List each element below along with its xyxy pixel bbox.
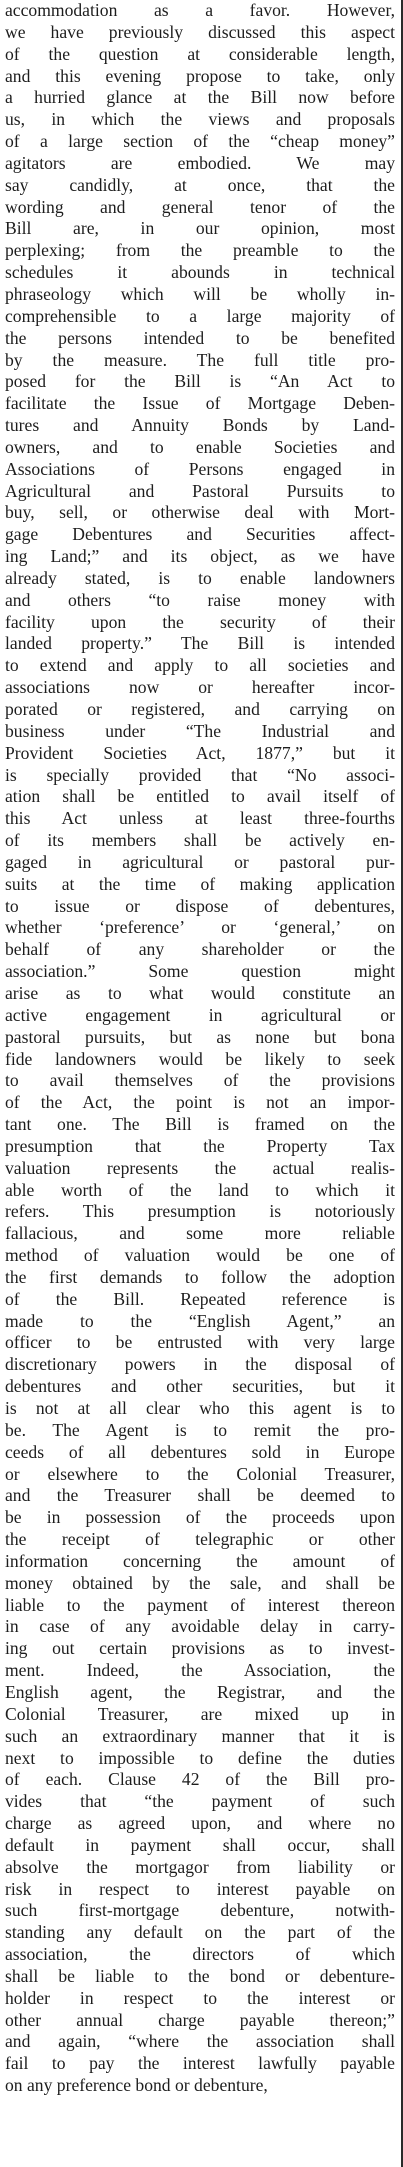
text-line: of its members shall be actively en- [5, 830, 395, 851]
text-line: this Act unless at least three-fourths [5, 808, 395, 829]
text-line: or elsewhere to the Colonial Treasurer, [5, 1463, 395, 1484]
text-line: ation shall be entitled to avail itself of [5, 786, 395, 807]
text-line: say candidly, at once, that the [5, 174, 395, 195]
text-line: is specially provided that “No associ- [5, 764, 395, 785]
text-line: valuation represents the actual realis- [5, 1157, 395, 1178]
text-line: and again, “where the association shall [5, 2031, 395, 2052]
text-line: buy, sell, or otherwise deal with Mort- [5, 502, 395, 523]
text-line: association, the directors of which [5, 1944, 395, 1965]
text-line: us, in which the views and proposals [5, 109, 395, 130]
text-line: Agricultural and Pastoral Pursuits to [5, 480, 395, 501]
text-line: English agent, the Registrar, and the [5, 1681, 395, 1702]
text-line: ing Land;” and its object, as we have [5, 546, 395, 567]
text-line: phraseology which will be wholly in- [5, 283, 395, 304]
text-line: holder in respect to the interest or [5, 1987, 395, 2008]
text-line: gaged in agricultural or pastoral pur- [5, 851, 395, 872]
text-line: we have previously discussed this aspect [5, 21, 395, 42]
text-line: a hurried glance at the Bill now before [5, 87, 395, 108]
text-line: default in payment shall occur, shall [5, 1834, 395, 1855]
text-line: schedules it abounds in technical [5, 262, 395, 283]
text-line: liable to the payment of interest thereon [5, 1594, 395, 1615]
text-line: ment. Indeed, the Association, the [5, 1660, 395, 1681]
text-line: pastoral pursuits, but as none but bona [5, 1026, 395, 1047]
text-line: the receipt of telegraphic or other [5, 1529, 395, 1550]
text-line: the first demands to follow the adoption [5, 1266, 395, 1287]
text-line: whether ‘preference’ or ‘general,’ on [5, 917, 395, 938]
text-line: owners, and to enable Societies and [5, 436, 395, 457]
text-line: in case of any avoidable delay in carry- [5, 1616, 395, 1637]
text-line: gage Debentures and Securities affect- [5, 524, 395, 545]
text-line: facility upon the security of their [5, 611, 395, 632]
text-line: of the Act, the point is not an impor- [5, 1092, 395, 1113]
text-line: associations now or hereafter incor- [5, 677, 395, 698]
text-line: of each. Clause 42 of the Bill pro- [5, 1769, 395, 1790]
text-line: porated or registered, and carrying on [5, 699, 395, 719]
text-line: agitators are embodied. We may [5, 152, 395, 173]
text-line: comprehensible to a large majority of [5, 305, 395, 326]
text-line: arise as to what would constitute an [5, 982, 395, 1003]
text-line: facilitate the Issue of Mortgage Deben- [5, 393, 395, 414]
text-line: tures and Annuity Bonds by Land- [5, 415, 395, 436]
text-line: by the measure. The full title pro- [5, 349, 395, 370]
text-line: discretionary powers in the disposal of [5, 1354, 395, 1375]
text-line: business under “The Industrial and [5, 720, 395, 741]
text-line: information concerning the amount of [5, 1550, 395, 1571]
text-line: able worth of the land to which it [5, 1179, 395, 1200]
text-line: Provident Societies Act, 1877,” but it [5, 742, 395, 763]
text-line: perplexing; from the preamble to the [5, 240, 395, 261]
text-line: fallacious, and some more reliable [5, 1223, 395, 1244]
text-line: wording and general tenor of the [5, 196, 395, 217]
text-line: be in possession of the proceeds upon [5, 1507, 395, 1528]
text-line: method of valuation would be one of [5, 1245, 395, 1266]
text-line: debentures and other securities, but it [5, 1376, 395, 1397]
text-line: such an extraordinary manner that it is [5, 1725, 395, 1746]
text-line: charge as agreed upon, and where no [5, 1813, 395, 1834]
text-line: is not at all clear who this agent is to [5, 1398, 395, 1418]
text-line: be. The Agent is to remit the pro- [5, 1419, 395, 1440]
text-line: to issue or dispose of debentures, [5, 895, 395, 916]
text-line: on any preference bond or debenture, [5, 2075, 268, 2096]
text-line: fail to pay the interest lawfully payable [5, 2053, 395, 2074]
text-line: and others “to raise money with [5, 589, 395, 610]
text-line: landed property.” The Bill is intended [5, 633, 395, 654]
text-line: money obtained by the sale, and shall be [5, 1572, 395, 1593]
text-line: absolve the mortgagor from liability or [5, 1856, 395, 1877]
text-line: to extend and apply to all societies and [5, 655, 395, 676]
text-line: Associations of Persons engaged in [5, 458, 395, 479]
text-line: next to impossible to define the duties [5, 1747, 395, 1768]
text-line: active engagement in agricultural or [5, 1004, 395, 1025]
text-line: fide landowners would be likely to seek [5, 1048, 395, 1069]
text-line: of the question at considerable length, [5, 43, 395, 64]
text-line: tant one. The Bill is framed on the [5, 1114, 395, 1135]
text-line: standing any default on the part of the [5, 1922, 395, 1943]
text-line: of a large section of the “cheap money” [5, 131, 395, 152]
text-line: ceeds of all debentures sold in Europe [5, 1441, 395, 1462]
text-line: made to the “English Agent,” an [5, 1310, 395, 1331]
text-line: already stated, is to enable landowners [5, 567, 395, 588]
text-line: Colonial Treasurer, are mixed up in [5, 1703, 395, 1724]
text-line: accommodation as a favor. However, [5, 0, 395, 20]
text-line: suits at the time of making application [5, 873, 395, 894]
text-line: behalf of any shareholder or the [5, 939, 395, 960]
text-line: association.” Some question might [5, 961, 395, 982]
text-line: and this evening propose to take, only [5, 65, 395, 86]
text-line: to avail themselves of the provisions [5, 1070, 395, 1091]
text-line: the persons intended to be benefited [5, 327, 395, 348]
text-line: posed for the Bill is “An Act to [5, 371, 395, 392]
text-line: presumption that the Property Tax [5, 1135, 395, 1156]
text-line: other annual charge payable thereon;” [5, 2009, 395, 2030]
text-line: Bill are, in our opinion, most [5, 218, 395, 239]
text-line: ing out certain provisions as to invest- [5, 1638, 395, 1659]
text-line: risk in respect to interest payable on [5, 1878, 395, 1899]
text-line: refers. This presumption is notoriously [5, 1201, 395, 1222]
text-line: such first-mortgage debenture, notwith- [5, 1900, 395, 1921]
text-line: of the Bill. Repeated reference is [5, 1288, 395, 1309]
text-line: vides that “the payment of such [5, 1791, 395, 1812]
text-line: officer to be entrusted with very large [5, 1332, 395, 1353]
text-line: shall be liable to the bond or debenture- [5, 1965, 395, 1986]
text-line: and the Treasurer shall be deemed to [5, 1485, 395, 1506]
